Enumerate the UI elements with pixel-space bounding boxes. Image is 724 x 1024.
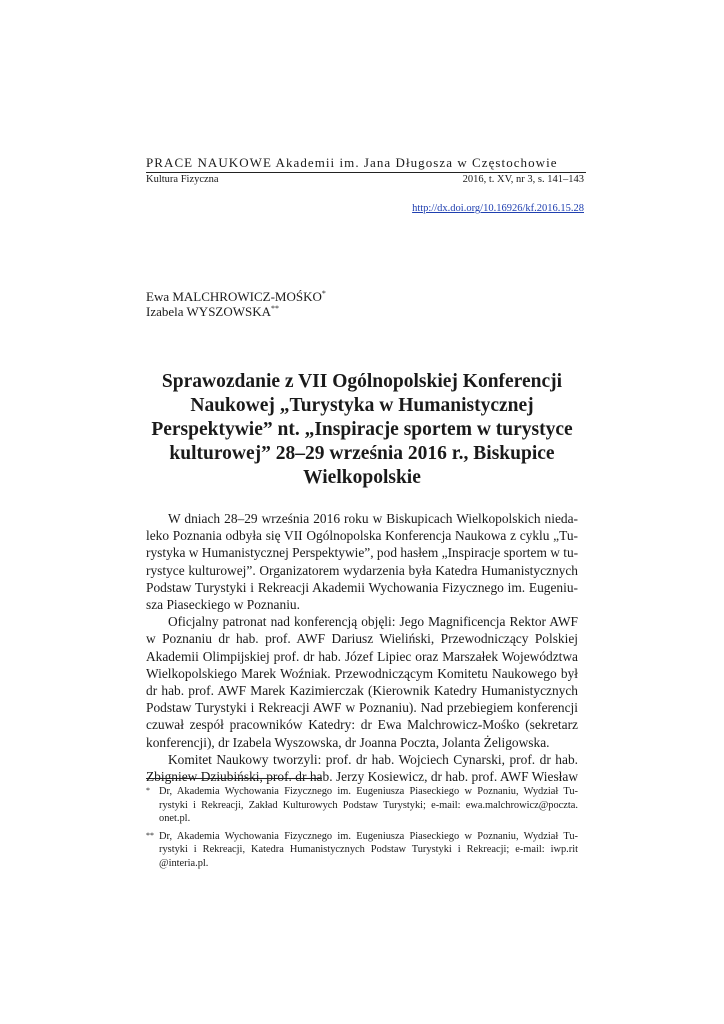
text-line: Podstaw Turystyki i Rekreacji AWF w Poznaniu). Nad przebiegiem konferencji [146, 700, 578, 716]
title-line: Perspektywie” nt. „Inspiracje sportem w turystyce [151, 419, 573, 440]
footnote-line: Dr, Akademia Wychowania Fizycznego im. Eugeniusza Piaseckiego w Poznaniu, Wydział Tu- [159, 786, 578, 797]
text-line: Komitet Naukowy tworzyli: prof. dr hab. Wojciech Cynarski, prof. dr hab. [168, 751, 578, 767]
author-list [146, 289, 326, 319]
text-line: czuwał zespół pracowników Katedry: dr Ewa Malchrowicz-Mośko (sekretarz [146, 717, 578, 733]
footnote-line: rystyki i Rekreacji, Zakład Kulturowych Podstaw Turystyki; e-mail: ewa.malchrowicz@poczta. [159, 799, 578, 811]
text-line: w Poznaniu dr hab. prof. AWF Dariusz Wieliński, Przewodniczący Polskiej [146, 631, 578, 647]
text-line: Oficjalny patronat nad konferencją objęli: Jego Magnificencja Rektor AWF [168, 614, 578, 630]
footnote-mark[interactable]: * [321, 289, 326, 298]
journal-series: Kultura Fizyczna [146, 174, 219, 185]
footnote [146, 785, 578, 826]
text-line: Podstaw Turystyki i Rekreacji Akademii Wychowania Fizycznego im. Eugeniu- [146, 579, 578, 595]
header-rule [146, 172, 586, 173]
text-line: Wielkopolskiego Marek Woźniak. Przewodniczącym Komitetu Naukowego był [146, 665, 578, 681]
footnote-line: @interia.pl. [159, 857, 209, 869]
title-line: Wielkopolskie [303, 467, 421, 488]
article-body [146, 510, 578, 785]
author-2 [146, 304, 326, 319]
article-title [146, 370, 578, 490]
footnote-rule [146, 778, 322, 779]
text-line: Zbigniew Dziubiński, prof. dr hab. Jerzy Kosiewicz, dr hab. prof. AWF Wiesław [146, 769, 578, 785]
footnote-line: rystyki i Rekreacji, Katedra Humanistycznych Podstaw Turystyki i Rekreacji; e-mail: iwp.rit [159, 844, 578, 856]
paragraph [146, 751, 578, 785]
title-line: Naukowej „Turystyka w Humanistycznej [190, 395, 534, 416]
footnote-line: onet.pl. [159, 813, 191, 825]
footnotes [146, 785, 578, 875]
text-line: W dniach 28–29 września 2016 roku w Biskupicach Wielkopolskich nieda- [168, 511, 578, 526]
text-line: leko Poznania odbyła się VII Ogólnopolska Konferencja Naukowa z cyklu „Tu- [146, 528, 578, 544]
author-name: Ewa MALCHROWICZ-MOŚKO [146, 289, 322, 304]
author-name: Izabela WYSZOWSKA [146, 304, 272, 319]
volume-pages: 2016, t. XV, nr 3, s. 141–143 [462, 174, 584, 185]
text-line: Akademii Olimpijskiej prof. dr hab. Józef Lipiec oraz Marszałek Województwa [146, 648, 578, 664]
text-line: rystyce kulturowej”. Organizatorem wydarzenia była Katedra Humanistycznych [146, 562, 578, 578]
text-line: konferencji), dr Izabela Wyszowska, dr Joanna Poczta, Jolanta Żeligowska. [146, 734, 550, 750]
title-line: Sprawozdanie z VII Ogólnopolskiej Konferencji [161, 371, 563, 392]
doi-link[interactable]: http://dx.doi.org/10.16926/kf.2016.15.28 [412, 203, 584, 214]
journal-title: PRACE NAUKOWE Akademii im. Jana Długosza w Częstochowie [146, 155, 558, 170]
footnote [146, 830, 578, 871]
footnote-mark: * [146, 786, 150, 795]
paragraph [146, 613, 578, 751]
text-line: dr hab. prof. AWF Marek Kazimierczak (Kierownik Katedry Humanistycznych [146, 683, 578, 699]
paragraph [146, 510, 578, 613]
footnote-mark: ** [146, 830, 154, 840]
footnote-mark[interactable]: ** [271, 304, 280, 313]
text-line: rystyka w Humanistycznej Perspektywie”, pod hasłem „Inspiracje sportem w tu- [146, 545, 579, 561]
title-line: kulturowej” 28–29 września 2016 r., Biskupice [169, 443, 555, 464]
text-line: sza Piaseckiego w Poznaniu. [146, 597, 300, 613]
author-1 [146, 289, 326, 304]
footnote-line: Dr, Akademia Wychowania Fizycznego im. Eugeniusza Piaseckiego w Poznaniu, Wydział Tu- [159, 830, 578, 842]
